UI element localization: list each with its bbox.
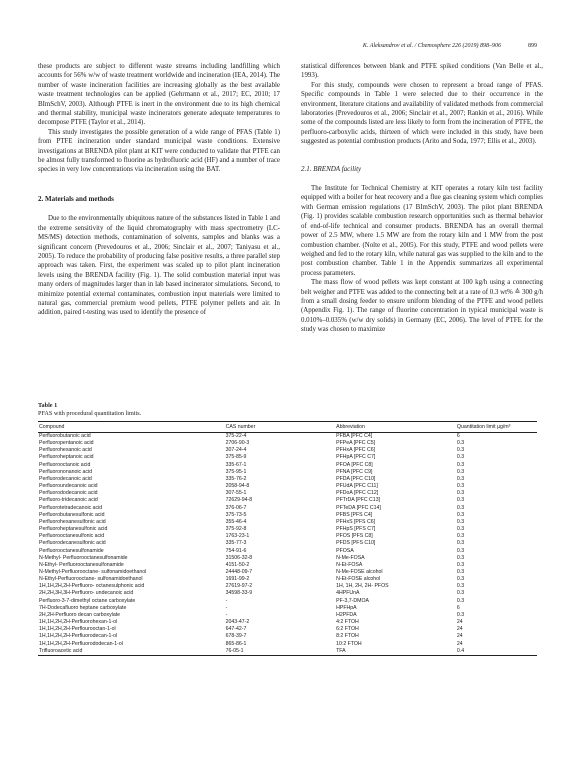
table-row: [38, 440, 537, 447]
table-1: [38, 402, 537, 656]
quantitation-limit-cell: 0.3: [456, 440, 465, 447]
table-label: Table 1: [38, 402, 58, 409]
cas-number-cell: 307-24-4: [225, 447, 247, 454]
quantitation-limit-cell: 0.3: [456, 504, 465, 511]
abbreviation-cell: PFBA [PFC C4]: [336, 433, 373, 439]
cas-number-cell: 2706-90-3: [225, 440, 250, 447]
compound-cell: 1H,1H,2H,2H-Perfluoro- octanesulphonic acid: [39, 583, 145, 590]
cas-number-cell: 754-91-6: [225, 547, 247, 554]
abbreviation-cell: N-Et-FOSA: [336, 561, 363, 568]
table-row: [38, 612, 537, 619]
table-row: [38, 548, 537, 555]
cas-number-cell: 865-86-1: [225, 640, 247, 647]
cas-number-cell: 335-77-3: [225, 540, 247, 547]
cas-number-cell: -: [225, 611, 228, 618]
compound-cell: Perfluorohexanoic acid: [39, 447, 92, 454]
abbreviation-cell: PFDA [PFC C10]: [336, 475, 376, 482]
cas-number-cell: 355-46-4: [225, 518, 247, 525]
compound-cell: 2H,2H-Perfluoro decan carboxylate: [39, 611, 121, 618]
cas-number-cell: 72629-94-8: [225, 497, 253, 504]
cas-number-cell: 375-85-9: [225, 454, 247, 461]
compound-cell: Perfluoroheptanesulfonic acid: [39, 526, 108, 533]
header-quantitation-limit: Quantitation limit µg/m³: [456, 422, 537, 433]
abbreviation-cell: PFBS [PFS C4]: [336, 511, 373, 518]
table-row: [38, 447, 537, 454]
compound-cell: 7H-Dodecafluoro heptane carboxylate: [39, 604, 127, 611]
abbreviation-cell: N-Et-FOSE alcohol: [336, 576, 381, 583]
compound-cell: 1H,1H,2H,2H-Perfluorodecan-1-ol: [39, 633, 118, 640]
abbreviation-cell: PFTrDA [PFC C13]: [336, 497, 381, 504]
compound-cell: N-Methyl-Perfluorooctane- sulfonamidoethanol: [39, 568, 147, 575]
quantitation-limit-cell: 0.3: [456, 540, 465, 547]
left-column: [38, 62, 280, 318]
quantitation-limit-cell: 0.3: [456, 518, 465, 525]
compound-cell: Perfluoroheptanoic acid: [39, 454, 94, 461]
header-abbreviation: Abbreviation: [335, 422, 456, 433]
compound-cell: Perfluoro-3-7-dimethyl octane carboxylate: [39, 597, 136, 604]
table-caption: [38, 402, 537, 418]
cas-number-cell: -: [225, 597, 228, 604]
table-row: [38, 569, 537, 576]
quantitation-limit-cell: 0.3: [456, 590, 465, 597]
compound-cell: Perfluorononanoic acid: [39, 468, 93, 475]
abbreviation-cell: PFHpS [PFS C7]: [336, 526, 376, 533]
cas-number-cell: 375-73-5: [225, 511, 247, 518]
abbreviation-cell: 4:2 FTOH: [336, 619, 359, 626]
pfas-table: [38, 421, 537, 656]
table-row: [38, 469, 537, 476]
abbreviation-cell: PFPeA [PFC C5]: [336, 440, 376, 447]
abbreviation-cell: PFNA [PFC C9]: [336, 468, 373, 475]
cas-number-cell: -: [225, 604, 228, 611]
table-row: [38, 490, 537, 497]
abbreviation-cell: PFDoA [PFC C12]: [336, 490, 379, 497]
quantitation-limit-cell: 0.3: [456, 611, 465, 618]
quantitation-limit-cell: 0.3: [456, 554, 465, 561]
quantitation-limit-cell: 24: [456, 619, 463, 626]
table-row: [38, 583, 537, 590]
abbreviation-cell: PFHxA [PFC C6]: [336, 447, 376, 454]
quantitation-limit-cell: 0.4: [456, 648, 537, 656]
quantitation-limit-cell: 24: [456, 633, 463, 640]
right-paragraph-4: The mass flow of wood pellets was kept constant at 100 kg/h using a connecting belt weigher and PTFE was added to the connecting belt at a rate of 0.3 wt% ≙ 300 g/h from a small dosing feeder to ensure uniform blending of the PTFE and wood pellets (Appendix Fig. 1). The range of fluorine concentration in typical municipal waste is 0.010%–0.035% (w/w dry solids) in Germany (EC, 2006). The level of PTFE for the study was chosen to maximize: [301, 279, 543, 334]
compound-cell: Trifluoroacetic acid: [38, 648, 225, 656]
compound-cell: N-Ethyl- Perfluorooctanesulfonamide: [39, 561, 124, 568]
cas-number-cell: 34598-33-9: [225, 590, 253, 597]
quantitation-limit-cell: 0.3: [456, 526, 465, 533]
cas-number-cell: 1763-23-1: [225, 533, 250, 540]
quantitation-limit-cell: 0.3: [456, 497, 465, 504]
cas-number-cell: 307-55-1: [225, 490, 247, 497]
table-row: [38, 576, 537, 583]
cas-number-cell: 76-05-1: [225, 648, 336, 656]
abbreviation-cell: H2PFDA: [336, 611, 357, 618]
quantitation-limit-cell: 6: [456, 604, 460, 611]
table-row: [38, 562, 537, 569]
journal-citation: K. Aleksandrov et al. / Chemosphere 226 (2019) 898–906: [362, 43, 501, 49]
abbreviation-cell: PFHpA [PFC C7]: [336, 454, 376, 461]
compound-cell: Perfluorooctanesulfonic acid: [39, 533, 105, 540]
abbreviation-cell: HPFHpA: [336, 604, 357, 611]
cas-number-cell: 27619-97-2: [225, 583, 253, 590]
compound-cell: Perfluorotetradecanoic acid: [39, 504, 103, 511]
table-row: [38, 512, 537, 519]
table-row: [38, 505, 537, 512]
right-column: [301, 62, 543, 335]
cas-number-cell: 2058-94-8: [225, 483, 250, 490]
compound-cell: Perfluoropentanoic acid: [39, 440, 94, 447]
compound-cell: Perfluorobutanesulfonic acid: [39, 511, 105, 518]
cas-number-cell: 376-06-7: [225, 504, 247, 511]
cas-number-cell: 678-39-7: [225, 633, 247, 640]
section-heading-materials-methods: 2. Materials and methods: [38, 194, 114, 203]
abbreviation-cell: 6:2 FTOH: [336, 626, 359, 633]
compound-cell: 1H,1H,2H,2H-Perflourooctan-1-ol: [39, 626, 116, 633]
abbreviation-cell: N-Me-FOSA: [336, 554, 365, 561]
compound-cell: Perfluorodecanoic acid: [39, 475, 92, 482]
table-row: [38, 519, 537, 526]
cas-number-cell: 24448-09-7: [225, 568, 253, 575]
left-paragraph-3: Due to the environmentally ubiquitous nature of the substances listed in Table 1 and the extreme sensitivity of the liquid chromatography with mass spectrometry (LC-MS/MS) detection methods, contamination of solvents, samples and blanks was a significant concern (Prevedouros et al., 2006; Sinclair et al., 2007; Taniyasu et al., 2005). To reduce the probability of producing false positive results, a three parallel step approach was taken. First, the experiment was scaled up to pilot plant incineration levels using the BRENDA facility (Fig. 1). The solid combustion material input was many orders of magnitudes larger than in lab based incinerator simulations. Second, to minimize potential external contaminates, combustion input materials were limited to natural gas, commercial premium wood pellets, PTFE polymer pellets and air. In addition, paired t-testing was used to identify the presence of: [38, 215, 280, 317]
table-row: [38, 605, 537, 612]
quantitation-limit-cell: 0.3: [456, 597, 465, 604]
running-header: [38, 43, 537, 55]
table-row: [38, 526, 537, 533]
table-row: [38, 433, 537, 441]
cas-number-cell: 375-22-4: [225, 433, 247, 439]
abbreviation-cell: PF-3,7-DMOA: [336, 597, 369, 604]
table-row: [38, 483, 537, 490]
quantitation-limit-cell: 0.3: [456, 576, 465, 583]
table-row: [38, 648, 537, 656]
abbreviation-cell: N-Me-FOSE alcohol: [336, 568, 383, 575]
cas-number-cell: 375-95-1: [225, 468, 247, 475]
table-row: [38, 626, 537, 633]
quantitation-limit-cell: 0.3: [456, 454, 465, 461]
abbreviation-cell: PFOS [PFS C8]: [336, 533, 373, 540]
cas-number-cell: 335-76-2: [225, 475, 247, 482]
quantitation-limit-cell: 0.3: [456, 568, 465, 575]
compound-cell: Perfluorodecanesulfonic acid: [39, 540, 106, 547]
table-row: [38, 555, 537, 562]
abbreviation-cell: PFOA [PFC C8]: [336, 461, 373, 468]
abbreviation-cell: PFOSA: [336, 547, 354, 554]
compound-cell: Perfluorooctanesulfonamide: [39, 547, 104, 554]
cas-number-cell: 4151-50-2: [225, 561, 250, 568]
table-title: PFAS with procedural quantitation limits.: [38, 410, 142, 417]
header-cas-number: CAS number: [225, 422, 336, 433]
table-row: [38, 598, 537, 605]
cas-number-cell: 2043-47-2: [225, 619, 250, 626]
quantitation-limit-cell: 0.3: [456, 475, 465, 482]
compound-cell: 1H,1H,2H,2H-Perfluorohexan-1-ol: [39, 619, 118, 626]
cas-number-cell: 647-42-7: [225, 626, 247, 633]
quantitation-limit-cell: 0.3: [456, 561, 465, 568]
abbreviation-cell: 4HPFUnA: [336, 590, 360, 597]
right-paragraph-1: statistical differences between blank and PTFE spiked conditions (Van Belle et al., 1993).: [301, 63, 543, 80]
abbreviation-cell: 10:2 FTOH: [336, 640, 362, 647]
abbreviation-cell: PFTeDA [PFC C14]: [336, 504, 381, 511]
table-row: [38, 497, 537, 504]
table-row: [38, 533, 537, 540]
table-header-row: [38, 422, 537, 433]
cas-number-cell: 375-92-8: [225, 526, 247, 533]
table-row: [38, 540, 537, 547]
quantitation-limit-cell: 24: [456, 640, 463, 647]
compound-cell: Perfluorobutanoic acid: [39, 433, 91, 439]
table-row: [38, 476, 537, 483]
table-row: [38, 462, 537, 469]
right-paragraph-2: For this study, compounds were chosen to represent a broad range of PFAS. Specific compounds in Table 1 were selected due to their occurrence in the environment, literature citations and availability of validated methods from commercial laboratories (Prevedouros et al., 2006; Sinclair et al., 2007; Rankin et al., 2016). While some of the compounds listed are less likely to form from the incineration of PTFE, the perfluoro-carboxylic acids, thirteen of which were included in this study, have been suggested as potential combustion products (Arito and Soda, 1977; Ellis et al., 2003).: [301, 81, 543, 146]
quantitation-limit-cell: 0.3: [456, 483, 465, 490]
quantitation-limit-cell: 0.3: [456, 547, 465, 554]
page-number: 899: [528, 43, 537, 49]
table-row: [38, 619, 537, 626]
abbreviation-cell: PFHxS [PFS C6]: [336, 518, 376, 525]
table-row: [38, 454, 537, 461]
subsection-heading-brenda: 2.1. BRENDA facility: [301, 164, 362, 173]
quantitation-limit-cell: 24: [456, 626, 463, 633]
right-paragraph-3: The Institute for Technical Chemistry at KIT operates a rotary kiln test facility equipped with a boiler for heat recovery and a flue gas cleaning system which complies with German emission regulations (17 BImSchV, 2003). The pilot plant BRENDA (Fig. 1) provides scalable combustion research opportunities such as thermal behavior of end-of-life technical and consumer products. BRENDA has an overall thermal power of 2.5 MW, where 1.5 MW are from the rotary kiln and 1 MW from the post combustion chamber. (Nolte et al., 2005). For this study, PTFE and wood pellets were weighed and fed to the rotary kiln, while natural gas was supplied to the kiln and to the post combustion chamber. Table 1 in the Appendix summarizes all experimental process parameters.: [301, 185, 543, 277]
compound-cell: 1H,1H,2H,2H-Perfluorododecan-1-ol: [39, 640, 123, 647]
compound-cell: Perfluoroundecanoic acid: [39, 483, 98, 490]
cas-number-cell: 31506-32-8: [225, 554, 253, 561]
left-paragraph-2: This study investigates the possible generation of a wide range of PFAS (Table 1) from PTFE incineration under standard municipal waste conditions. Extensive investigations at BRENDA pilot plant at KIT were conducted to validate that PTFE can be almost fully transformed to fluorine as hydrofluoric acid (HF) and a number of trace species in very low concentrations via incineration using the BAT.: [38, 128, 280, 174]
quantitation-limit-cell: 0.3: [456, 583, 465, 590]
abbreviation-cell: 1H, 1H, 2H, 2H- PFOS: [336, 583, 389, 590]
cas-number-cell: 1691-99-2: [225, 576, 250, 583]
abbreviation-cell: 8:2 FTOH: [336, 633, 359, 640]
compound-cell: Perfluorododecanoic acid: [39, 490, 98, 497]
abbreviation-cell: TFA: [335, 648, 456, 656]
compound-cell: N-Methyl- Perfluorooctanesulfonamide: [39, 554, 128, 561]
left-paragraph-1: these products are subject to different waste streams including landfilling which accounts for 56% w/w of waste treatment worldwide and incineration (IEA, 2014). The number of waste incineration facilities are increasing globally as the best available waste treatment technologies can be applied (Gehrmann et al., 2017; EC, 2010; 17 BImSchV, 2003). Although PTFE is inert in the environment due to its high chemical and thermal stability, municipal waste incinerators generate adequate temperatures to decompose PTFE (Taylor et al., 2014).: [38, 63, 280, 127]
abbreviation-cell: PFUdA [PFC C11]: [336, 483, 378, 490]
quantitation-limit-cell: 0.3: [456, 468, 465, 475]
compound-cell: Perfluorohexanesulfonic acid: [39, 518, 106, 525]
quantitation-limit-cell: 6: [456, 433, 460, 439]
table-row: [38, 590, 537, 597]
compound-cell: N-Ethyl-Perfluorooctane- sulfonamidoethanol: [39, 576, 143, 583]
abbreviation-cell: PFDS [PFS C10]: [336, 540, 376, 547]
table-row: [38, 633, 537, 640]
quantitation-limit-cell: 0.3: [456, 533, 465, 540]
quantitation-limit-cell: 0.3: [456, 490, 465, 497]
compound-cell: Perfluoro-tridecanoic acid: [39, 497, 98, 504]
cas-number-cell: 335-67-1: [225, 461, 247, 468]
header-compound: Compound: [38, 422, 225, 433]
quantitation-limit-cell: 0.3: [456, 511, 465, 518]
compound-cell: 2H,2H,3H,3H-Perfluoro- undecanoic acid: [39, 590, 134, 597]
table-row: [38, 641, 537, 648]
compound-cell: Perfluorooctanoic acid: [39, 461, 91, 468]
quantitation-limit-cell: 0.3: [456, 461, 465, 468]
quantitation-limit-cell: 0.3: [456, 447, 465, 454]
